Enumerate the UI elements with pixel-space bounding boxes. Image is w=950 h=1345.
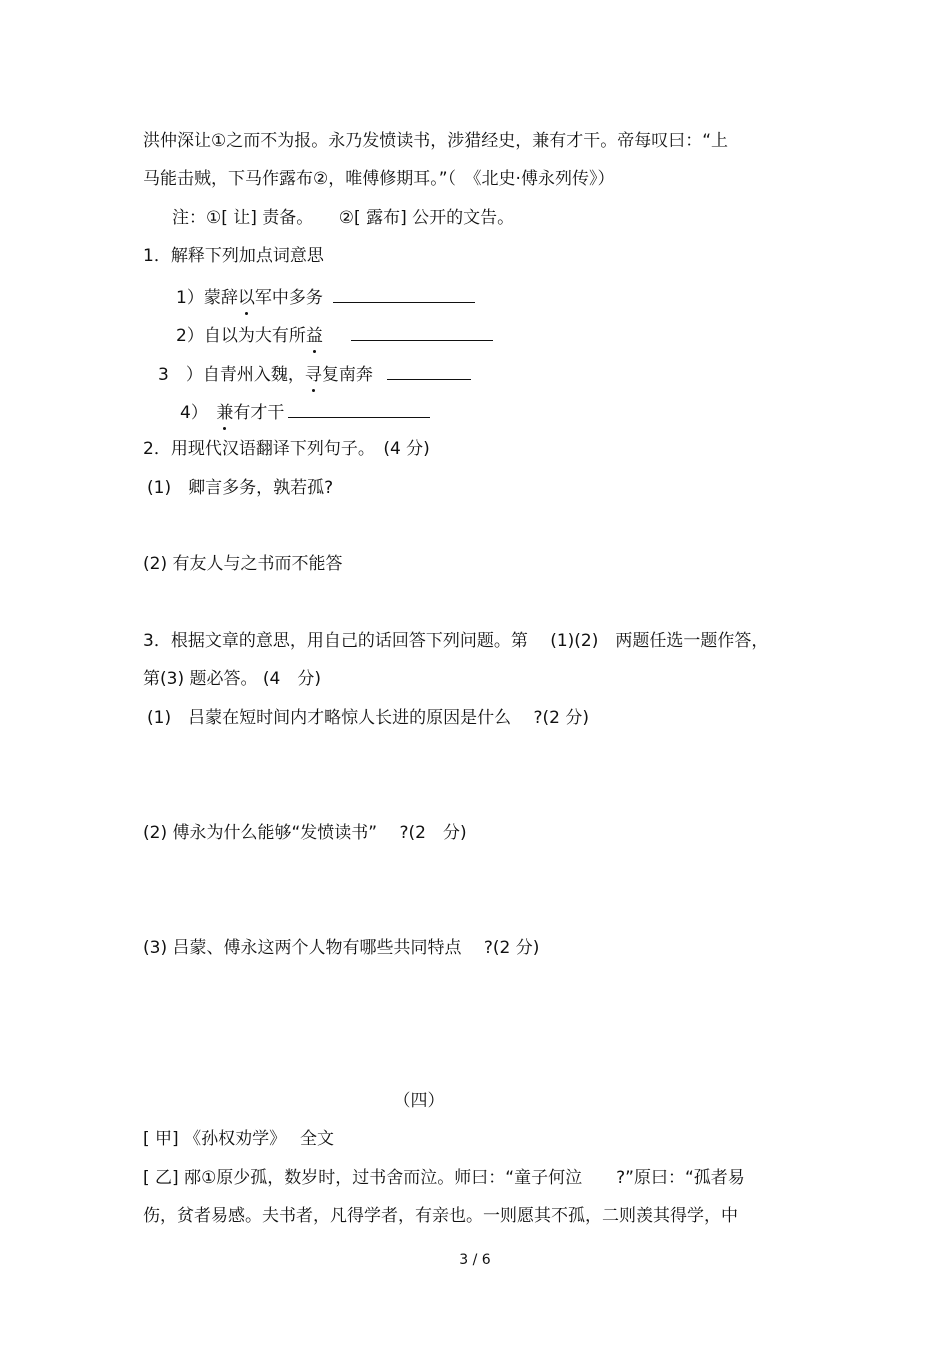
question-2-title: 2．用现代汉语翻译下列句子。 (4 分) xyxy=(143,439,430,459)
question-1-item-2 xyxy=(176,322,493,347)
question-3-sub-3: (3) 吕蒙、傅永这两个人物有哪些共同特点 ?(2 分) xyxy=(143,938,540,958)
passage-line-1: 洪仲深让①之而不为报。永乃发愤读书，涉猎经史，兼有才干。帝每叹曰：“上 xyxy=(143,131,729,151)
question-2-sentence-2: (2) 有友人与之书而不能答 xyxy=(143,554,343,574)
item-prefix: 3 ）自青州入魏， xyxy=(158,365,305,385)
answer-blank[interactable] xyxy=(387,361,471,380)
item-suffix: 复南奔 xyxy=(321,365,373,385)
question-3-title-line-2: 第(3) 题必答。 (4 分) xyxy=(143,669,321,689)
answer-blank[interactable] xyxy=(351,322,493,341)
dotted-character: 寻 xyxy=(304,365,322,385)
section-4-jia: [ 甲] 《孙权劝学》 全文 xyxy=(143,1129,334,1149)
section-4-yi-line-1: [ 乙] 邴①原少孤，数岁时，过书舍而泣。师曰：“童子何泣 ?”原曰：“孤者易 xyxy=(143,1168,745,1188)
question-1-item-3 xyxy=(158,361,471,386)
item-prefix: 4） xyxy=(180,403,217,423)
question-1-item-4 xyxy=(180,399,430,424)
item-prefix: 1）蒙辞 xyxy=(176,288,238,308)
question-3-title-line-1: 3．根据文章的意思，用自己的话回答下列问题。第 (1)(2) 两题任选一题作答， xyxy=(143,631,769,651)
question-3-sub-2: (2) 傅永为什么能够“发愤读书” ?(2 分) xyxy=(143,823,467,843)
section-4-heading: （四） xyxy=(393,1091,445,1111)
item-prefix: 2）自以为大有所 xyxy=(176,326,306,346)
answer-blank[interactable] xyxy=(333,284,475,303)
dotted-character: 以 xyxy=(237,288,255,308)
question-2-sentence-1: (1) 卿言多务，孰若孤? xyxy=(147,478,334,498)
passage-line-2: 马能击贼，下马作露布②，唯傅修期耳。”（ 《北史·傅永列传》） xyxy=(143,169,615,189)
section-4-yi-line-2: 伤，贫者易感。夫书者，凡得学者，有亲也。一则愿其不孤，二则羡其得学，中 xyxy=(143,1206,738,1226)
question-1-title: 1．解释下列加点词意思 xyxy=(143,246,324,266)
question-3-sub-1: (1) 吕蒙在短时间内才略惊人长进的原因是什么 ?(2 分) xyxy=(147,708,589,728)
passage-note: 注：①[ 让] 责备。 ②[ 露布] 公开的文告。 xyxy=(172,208,515,228)
dotted-character: 兼 xyxy=(216,403,234,423)
question-1-item-1 xyxy=(176,284,475,309)
item-suffix: 有才干 xyxy=(233,403,285,423)
answer-blank[interactable] xyxy=(288,399,430,418)
item-suffix: 军中多务 xyxy=(254,288,323,308)
dotted-character: 益 xyxy=(305,326,323,346)
page-number: 3 / 6 xyxy=(459,1252,491,1268)
